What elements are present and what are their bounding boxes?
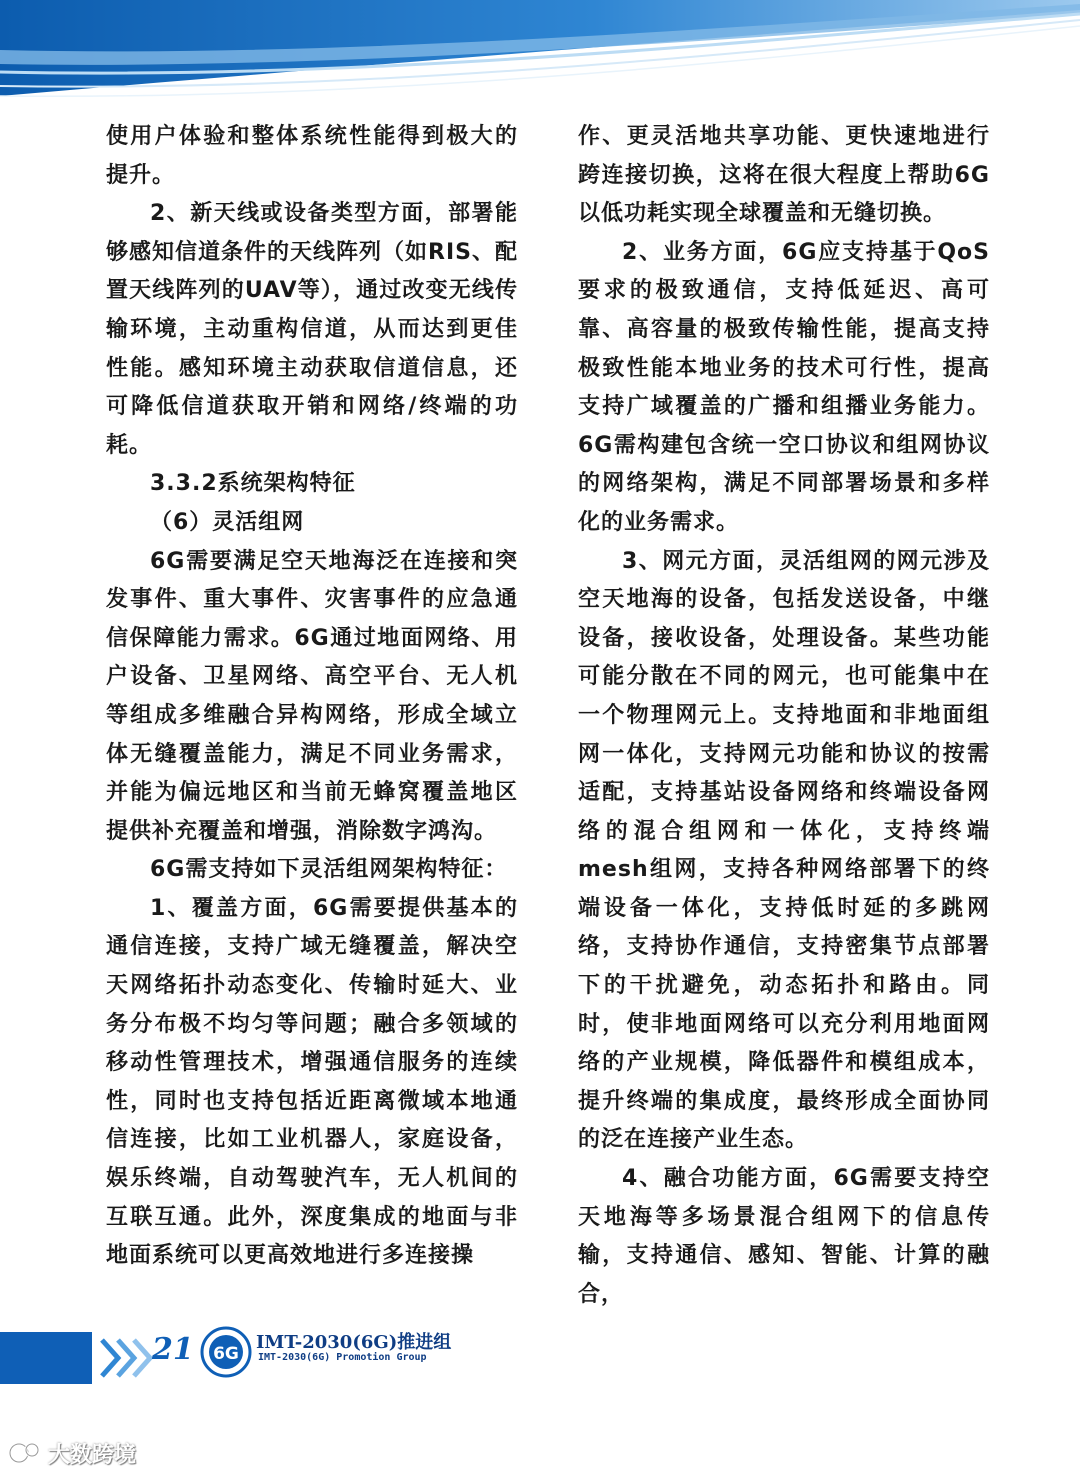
header-wave-decoration <box>0 0 1080 110</box>
left-text-column <box>106 118 518 1276</box>
paragraph: 6G需支持如下灵活组网架构特征： <box>150 857 508 883</box>
organization-name: IMT-2030(6G)推进组 <box>256 1332 452 1353</box>
section-heading: 3.3.2系统架构特征 <box>150 471 356 497</box>
organization-name-english: IMT-2030(6G) Promotion Group <box>258 1352 427 1363</box>
logo-text: 6G <box>213 1344 239 1364</box>
paragraph: 1、覆盖方面，6G需要提供基本的通信连接，支持广域无缝覆盖，解决空天网络拓扑动态变化、传输时延大、业务分布极不均匀等问题；融合多领域的移动性管理技术，增强通信服务的连续性，同时也支持包括近距离微域本地通信连接，比如工业机器人，家庭设备，娱乐终端，自动驾驶汽车，无人机间的互联互通。此外，深度集成的地面与非地面系统可以更高效地进行多连接操 <box>106 895 518 1269</box>
right-text-column <box>578 118 990 1314</box>
subsection-heading: （6）灵活组网 <box>150 509 305 535</box>
page-number: 21 <box>152 1332 194 1367</box>
watermark <box>8 1436 136 1470</box>
footer-color-bar <box>0 1332 92 1384</box>
watermark-text: 大数跨境 <box>48 1442 137 1468</box>
paragraph: 2、业务方面，6G应支持基于QoS要求的极致通信，支持低延迟、高可靠、高容量的极致传输性能，提高支持极致性能本地业务的技术可行性，提高支持广域覆盖的广播和组播业务能力。6G需构建包含统一空口协议和组网协议的网络架构，满足不同部署场景和多样化的业务需求。 <box>578 239 990 535</box>
paragraph: 4、融合功能方面，6G需要支持空天地海等多场景混合组网下的信息传输，支持通信、感知、智能、计算的融合， <box>578 1166 990 1307</box>
paragraph: 2、新天线或设备类型方面，部署能够感知信道条件的天线阵列（如RIS、配置天线阵列的UAV等），通过改变无线传输环境，主动重构信道，从而达到更佳性能。感知环境主动获取信道信息，还可降低信道获取开销和网络/终端的功耗。 <box>106 201 518 458</box>
paragraph: 3、网元方面，灵活组网的网元涉及空天地海的设备，包括发送设备，中继设备，接收设备，处理设备。某些功能可能分散在不同的网元，也可能集中在一个物理网元上。支持地面和非地面组网一体化，支持网元功能和协议的按需适配，支持基站设备网络和终端设备网络的混合组网和一体化，支持终端mesh组网，支持各种网络部署下的终端设备一体化，支持低时延的多跳网络，支持协作通信，支持密集节点部署下的干扰避免，动态拓扑和路由。同时，使非地面网络可以充分利用地面网络的产业规模，降低器件和模组成本，提升终端的集成度，最终形成全面协同的泛在连接产业生态。 <box>578 548 990 1153</box>
paragraph: 作、更灵活地共享功能、更快速地进行跨连接切换，这将在很大程度上帮助6G以低功耗实现全球覆盖和无缝切换。 <box>578 124 990 227</box>
watermark-logo-icon <box>8 1438 42 1468</box>
paragraph: 6G需要满足空天地海泛在连接和突发事件、重大事件、灾害事件的应急通信保障能力需求。6G通过地面网络、用户设备、卫星网络、高空平台、无人机等组成多维融合异构网络，形成全域立体无缝覆盖能力，满足不同业务需求，并能为偏远地区和当前无蜂窝覆盖地区提供补充覆盖和增强，消除数字鸿沟。 <box>106 548 518 844</box>
page-footer <box>0 1312 1080 1412</box>
paragraph: 使用户体验和整体系统性能得到极大的提升。 <box>106 124 518 188</box>
imt2030-logo-icon <box>200 1326 252 1378</box>
